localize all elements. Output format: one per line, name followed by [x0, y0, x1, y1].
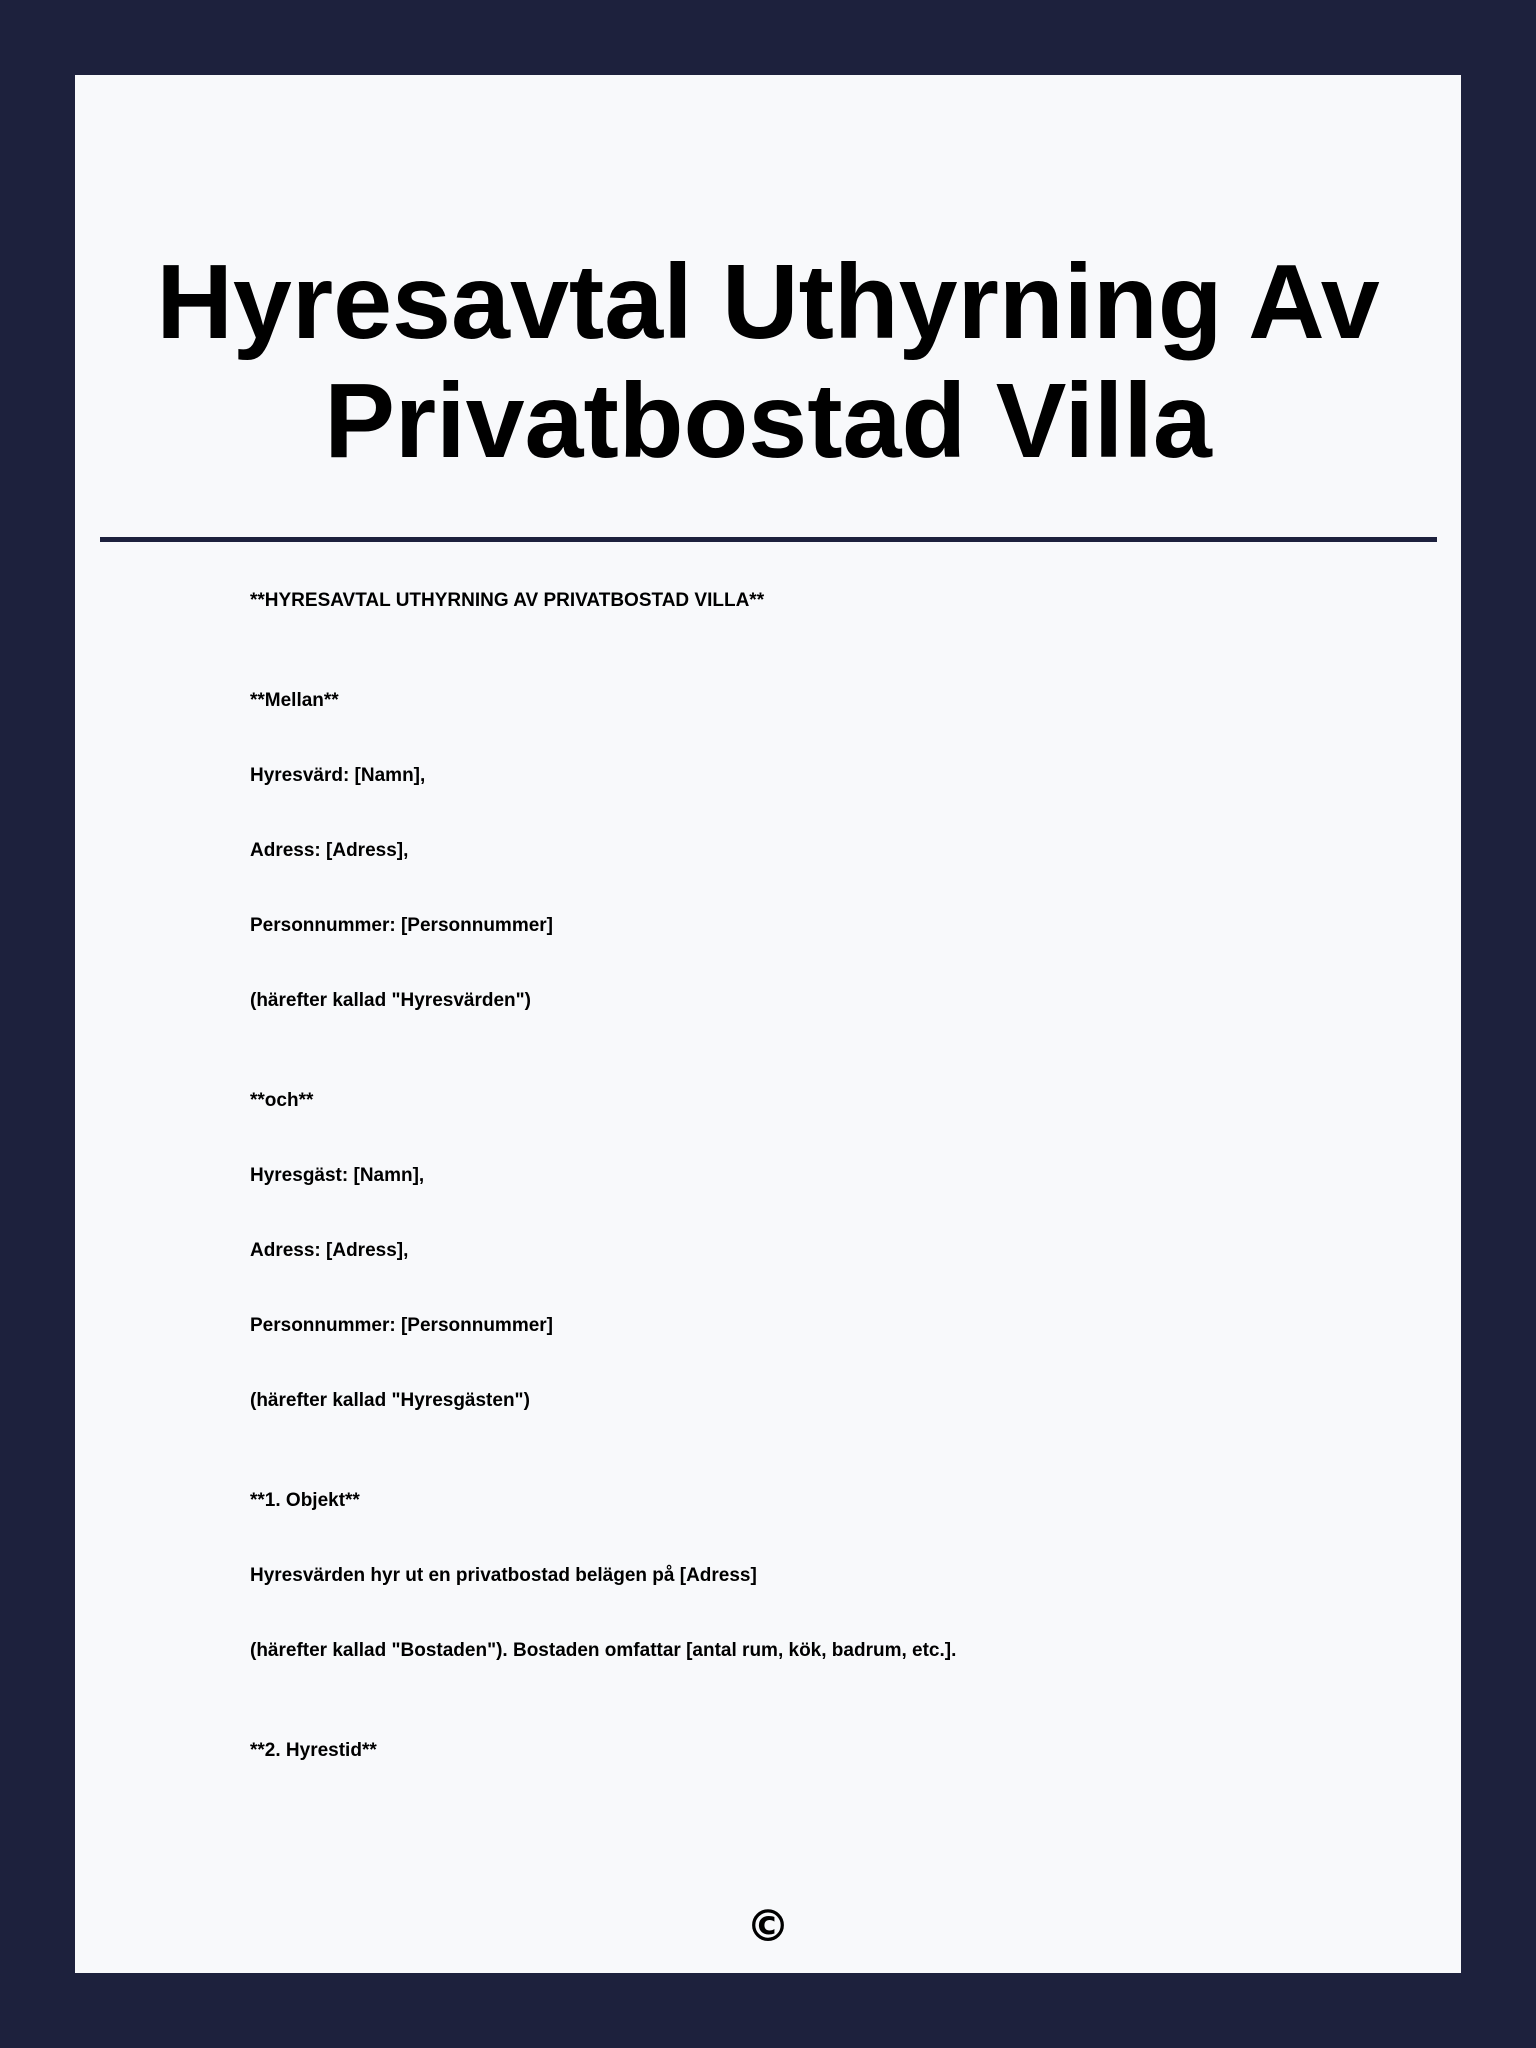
document-title-line-1: Hyresavtal Uthyrning Av	[156, 243, 1380, 361]
landlord-personal-number-line: Personnummer: [Personnummer]	[250, 915, 554, 936]
tenant-address-line: Adress: [Adress],	[250, 1240, 409, 1261]
landlord-definition-line: (härefter kallad "Hyresvärden")	[250, 990, 531, 1011]
tenant-definition-line: (härefter kallad "Hyresgästen")	[250, 1390, 530, 1411]
property-location-line: Hyresvärden hyr ut en privatbostad belägen på [Adress]	[250, 1565, 757, 1586]
tenant-name-line: Hyresgäst: [Namn],	[250, 1165, 425, 1186]
document-title-line-2: Privatbostad Villa	[324, 362, 1212, 480]
title-divider	[100, 537, 1437, 542]
section-heading-och: **och**	[250, 1090, 314, 1111]
landlord-address-line: Adress: [Adress],	[250, 840, 409, 861]
section-heading-mellan: **Mellan**	[250, 690, 339, 711]
copyright-icon: ©	[746, 1901, 790, 1952]
section-heading-hyrestid: **2. Hyrestid**	[250, 1740, 377, 1761]
landlord-name-line: Hyresvärd: [Namn],	[250, 765, 426, 786]
document-heading: **HYRESAVTAL UTHYRNING AV PRIVATBOSTAD VILLA**	[250, 590, 765, 611]
document-title	[0, 243, 1536, 481]
section-heading-objekt: **1. Objekt**	[250, 1490, 360, 1511]
property-description-line: (härefter kallad "Bostaden"). Bostaden omfattar [antal rum, kök, badrum, etc.].	[250, 1640, 957, 1661]
tenant-personal-number-line: Personnummer: [Personnummer]	[250, 1315, 554, 1336]
